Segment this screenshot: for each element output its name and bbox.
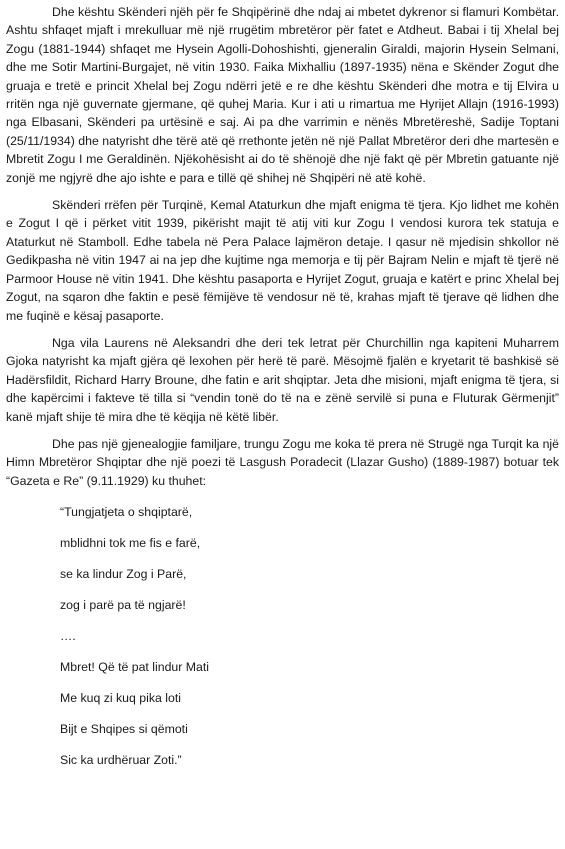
poem-line: se ka lindur Zog i Parë, <box>60 567 187 582</box>
paragraph: Dhe kështu Skënderi njëh për fe Shqipërinë dhe ndaj ai mbetet dykrenor si flamuri Kombëtar. Ashtu shfaqet mjaft i mrekulluar më një rrugëtim mbretëror për fatet e Atdheut. Babai i tij Xhelal bej Zogu (1881-1944) shfaqet me Hysein Agolli-Dohoshishti, gjeneralin Giraldi, majorin Hysein Selmani, dhe me Sotir Martini-Burgajet, në vitin 1930. Faika Mixhalliu (1897-1935) nëna e Skënder Zogut dhe gruaja e tretë e princit Xhelal bej Zogu ndërri jetë e re dhe kështu Skënderi dhe motra e tij Elvira u rritën nga një guvernate gjermane, që quhej Maria. Kur i ati u rimartua me Hyrijet Allajn (1916-1993) nga Elbasani, Skënderi pa urtësinë e saj. Ai pa dhe varrimin e nënës Mbretëreshë, Sadije Toptani (25/11/1934) dhe natyrisht dhe tërë atë që rrethonte jetën në një Pallat Mbretëror deri dhe martesën e Mbretit Zogu I me Geraldinën. Njëkohësisht ai do të shënojë dhe një fakt që për Mbretin gatuante një zonjë me ngjyrë dhe ajo ishte e para e tillë që shihej në Shqipëri në atë kohë. <box>6 5 559 185</box>
paragraph: Skënderi rrëfen për Turqinë, Kemal Ataturkun dhe mjaft enigma të tjera. Kjo lidhet me kohën e Zogut I që i përket vitit 1939, pikërisht majit të atij viti kur Zogu I vendosi kurora tek statuja e Ataturkut në Stamboll. Edhe tabela në Pera Palace lajmëron detaje. I qasur në mjedisin shkollor në Gedikpasha në vitin 1947 ai na jep dhe kujtime nga memorja e tij për Bajram Nelin e mjaft të tjerë në Parmoor House në vitin 1941. Dhe kështu pasaporta e Hyrijet Zogut, gruaja e katërt e princ Xhelal bej Zogut, na sqaron dhe faktin e pesë fëmijëve të vendosur në të, krahas mjaft të tjerave që lidhen dhe me fuqinë e kësaj pasaporte. <box>6 198 559 323</box>
poem-line: zog i parë pa të ngjarë! <box>60 598 186 613</box>
document-page <box>6 3 559 782</box>
poem-line: Me kuq zi kuq pika loti <box>60 691 181 706</box>
poem-line: Bijt e Shqipes si qëmoti <box>60 722 188 737</box>
poem-line: Mbret! Që të pat lindur Mati <box>60 660 209 675</box>
poem-line: mblidhni tok me fis e farë, <box>60 536 201 551</box>
paragraph: Dhe pas një gjenealogjie familjare, trungu Zogu me koka të prera në Strugë nga Turqit ka një Himn Mbretëror Shqiptar dhe një poezi të Lasgush Poradecit (Llazar Gusho) (1889-1987) botuar tek “Gazeta e Re” (9.11.1929) ku thuhet: <box>6 436 559 488</box>
paragraph: Nga vila Laurens në Aleksandri dhe deri tek letrat për Churchillin nga kapiteni Muharrem Gjoka natyrisht ka mjaft gjëra që lexohen për herë të parë. Mësojmë fjalën e kryetarit të bashkisë së Hadërsfildit, Richard Harry Broune, dhe fatin e arit shqiptar. Jeta dhe misioni, mjaft enigma të tjera, si dhe kapërcimi i fakteve të tilla si “vendin tonë do të na e zënë servilë si puna e Fluturak Gërmenjit” kanë mjaft shije të mira dhe të këqija në këtë libër. <box>6 335 559 424</box>
poem-quote <box>60 503 559 769</box>
poem-line: “Tungjatjeta o shqiptarë, <box>60 505 193 520</box>
poem-line: …. <box>60 629 76 644</box>
poem-line: Sic ka urdhëruar Zoti.” <box>60 753 182 768</box>
